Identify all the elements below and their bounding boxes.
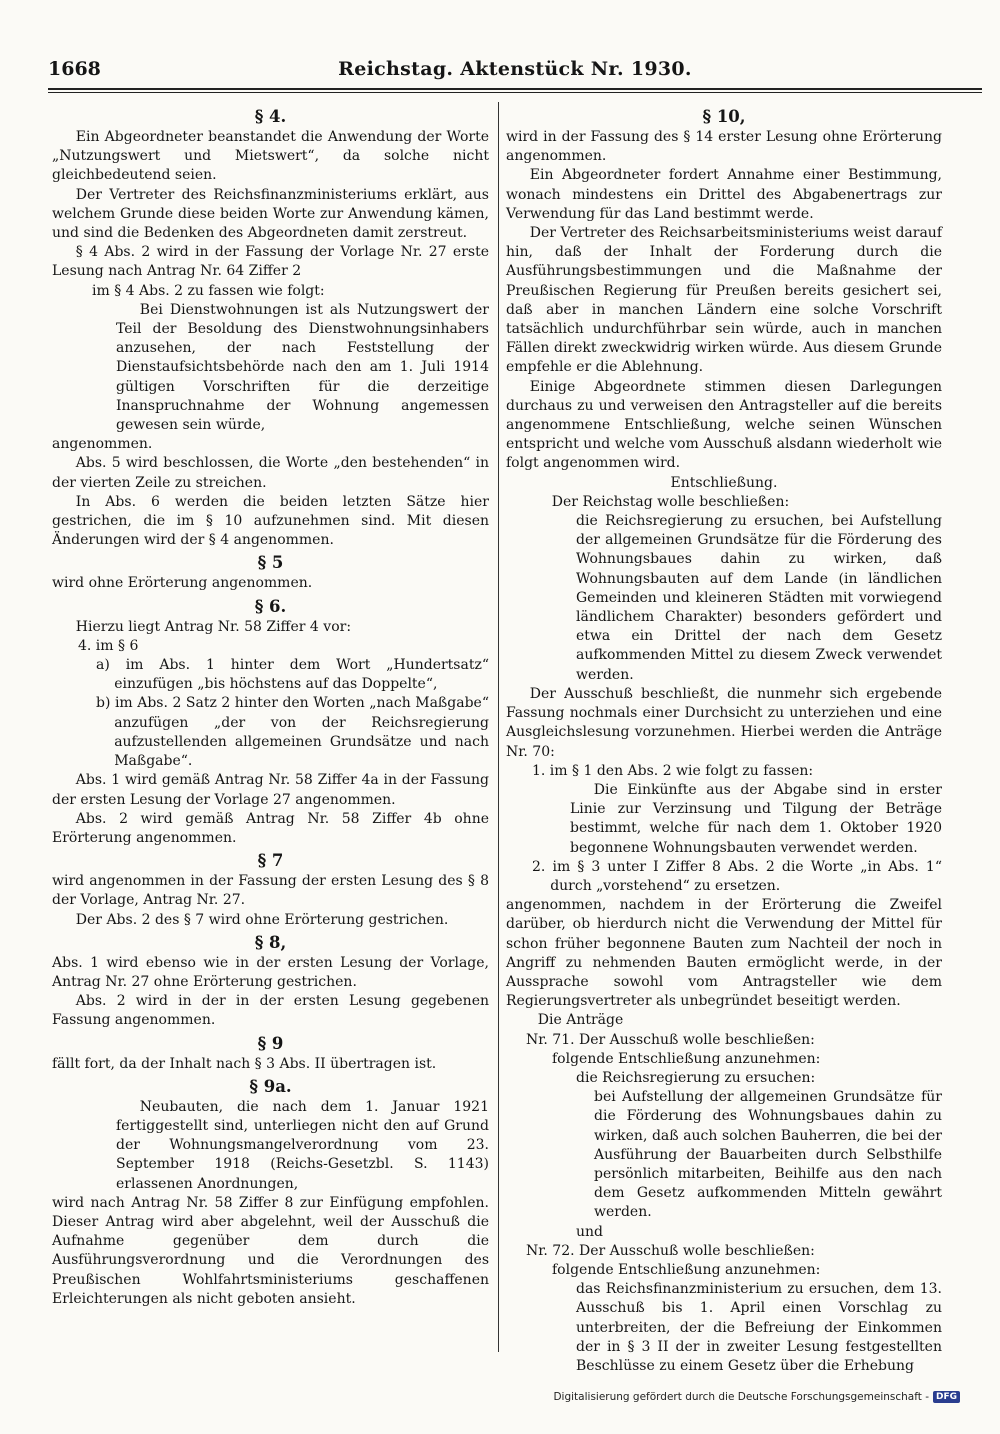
quoted-provision: Bei Dienstwohnungen ist als Nutzungswert der Teil der Besoldung des Dienstwohnungsinhabers anzusehen, der nach Feststellung der Dienstaufsichtsbehörde nach den am 1. Juli 1914 gültigen Vorschriften für die derzeitige Inanspruchnahme der Wohnung angemessen gewesen sein würde, xyxy=(116,301,489,434)
page-header xyxy=(48,58,982,88)
motion-71-line: folgende Entschließung anzunehmen: xyxy=(552,1050,821,1067)
paragraph: Der Vertreter des Reichsfinanzministeriums erklärt, aus welchem Grunde diese beiden Worte zur Anwendung kämen, und sind die Bedenken des Abgeordneten damit zerstreut. xyxy=(52,186,489,242)
paragraph: im § 4 Abs. 2 zu fassen wie folgt: xyxy=(92,282,325,299)
paragraph: Der Reichstag wolle beschließen: xyxy=(551,493,790,510)
section-heading-8: § 8, xyxy=(254,932,287,952)
motion-72-text: das Reichsfinanzministerium zu ersuchen, dem 13. Ausschuß bis 1. April einen Vorschlag zu unterbreiten, der die Befreiung der Einkommen der in § 3 II der in zweiter Lesung festgestellten Beschlüsse zu einem Gesetz über die Erhebung xyxy=(576,1281,942,1374)
header-rule-thick xyxy=(48,88,982,90)
paragraph: Der Vertreter des Reichsarbeitsministeriums weist darauf hin, daß der Inhalt der Forderung durch die Ausführungsbestimmungen und die Maßnahme der Preußischen Regierung für Preußen bereits gesichert sei, daß aber in manchen Ländern eine solche Vorschrift tatsächlich undurchführbar sein würde, auch in manchen Fällen direkt zweckwidrig wirken würde. Aus diesem Grunde empfehle er die Ablehnung. xyxy=(506,225,942,376)
conjunction: und xyxy=(576,1223,603,1240)
paragraph: wird ohne Erörterung angenommen. xyxy=(52,575,313,592)
dfg-logo: DFG xyxy=(933,1391,960,1403)
quoted-resolution: die Reichsregierung zu ersuchen, bei Aufstellung der allgemeinen Grundsätze für die Förderung des Wohnungsbaues dahin zu wirken, daß Wohnungsbauten auf dem Lande (in ländlichen Gemeinden und kleineren Städten mit vorwiegend ländlichem Charakter) besonders gefördert und etwa ein Drittel der nach dem Gesetz aufkommenden Mittel zu diesem Zweck verwendet werden. xyxy=(576,513,942,683)
column-separator xyxy=(498,102,499,1352)
motion-71-text: bei Aufstellung der allgemeinen Grundsätze für die Förderung des Wohnungsbaues dahin zu wirken, daß auch solchen Bauherren, die bei der Ausführung der Bauarbeiten durch Selbsthilfe persönlich mitarbeiten, Beihilfe aus den nach dem Gesetz aufkommenden Mitteln gewährt werden. xyxy=(594,1089,942,1221)
paragraph: § 4 Abs. 2 wird in der Fassung der Vorlage Nr. 27 erste Lesung nach Antrag Nr. 64 Ziffer 2 xyxy=(52,244,489,280)
section-heading-5: § 5 xyxy=(257,553,284,573)
paragraph: wird angenommen in der Fassung der ersten Lesung des § 8 der Vorlage, Antrag Nr. 27. xyxy=(52,873,489,909)
motion-72: Nr. 72. Der Ausschuß wolle beschließen: xyxy=(526,1242,815,1259)
right-column xyxy=(506,104,942,1376)
paragraph: angenommen, nachdem in der Erörterung die Zweifel darüber, ob hierdurch nicht die Verwendung der Mittel für schon früher begonnene Bauten zum Nachteil der noch in Angriff zu nehmenden Bauten ermöglicht werde, in der Aussprache sowohl vom Antragsteller wie dem Regierungsvertreter als unbegründet beseitigt werden. xyxy=(506,897,942,1010)
list-item-a: a) im Abs. 1 hinter dem Wort „Hundertsatz“ einzufügen „bis höchstens auf das Doppelte“, xyxy=(96,657,489,693)
paragraph: wird nach Antrag Nr. 58 Ziffer 8 zur Einfügung empfohlen. Dieser Antrag wird aber abgelehnt, weil der Ausschuß die Aufnahme gegenüber dem durch die Ausführungsverordnung und die Verordnungen des Preußischen Wohlfahrtsministeriums geschaffenen Erleichterungen als nicht geboten ansieht. xyxy=(52,1194,489,1307)
quoted-provision: Die Einkünfte aus der Abgabe sind in erster Linie zur Verzinsung und Tilgung der Beträge bestimmt, welche für nach dem 1. Oktober 1920 begonnene Wohnungsbauten verwendet werden. xyxy=(570,781,942,856)
resolution-heading: Entschließung. xyxy=(670,474,778,491)
credit-text: Digitalisierung gefördert durch die Deutsche Forschungsgemeinschaft - xyxy=(553,1391,929,1403)
paragraph: Abs. 1 wird ebenso wie in der ersten Lesung der Vorlage, Antrag Nr. 27 ohne Erörterung gestrichen. xyxy=(52,954,489,990)
motion-72-line: folgende Entschließung anzunehmen: xyxy=(552,1261,821,1278)
paragraph: Der Ausschuß beschließt, die nunmehr sich ergebende Fassung nochmals einer Durchsicht zu unterziehen und eine Ausgleichslesung vorzunehmen. Hierbei werden die Anträge Nr. 70: xyxy=(506,685,942,760)
paragraph: Ein Abgeordneter beanstandet die Anwendung der Worte „Nutzungswert und Mietswert“, da solche nicht gleichbedeutend seien. xyxy=(52,129,489,184)
page-number: 1668 xyxy=(48,58,101,80)
quoted-provision: Neubauten, die nach dem 1. Januar 1921 fertiggestellt sind, unterliegen nicht den auf Grund der Wohnungsmangelverordnung vom 23. September 1918 (Reichs-Gesetzbl. S. 1143) erlassenen Anordnungen, xyxy=(116,1098,489,1192)
section-heading-6: § 6. xyxy=(254,596,287,616)
paragraph: Abs. 2 wird gemäß Antrag Nr. 58 Ziffer 4b ohne Erörterung angenommen. xyxy=(52,810,489,846)
section-heading-10: § 10, xyxy=(702,107,746,126)
list-item: 4. im § 6 xyxy=(78,637,139,654)
section-heading-9: § 9 xyxy=(257,1033,284,1053)
motion-71-line: die Reichsregierung zu ersuchen: xyxy=(576,1069,816,1086)
paragraph: Hierzu liegt Antrag Nr. 58 Ziffer 4 vor: xyxy=(75,618,352,635)
section-heading-9a: § 9a. xyxy=(249,1076,292,1096)
digitization-credit xyxy=(553,1391,960,1403)
paragraph: angenommen. xyxy=(52,436,153,453)
motion-item-1: 1. im § 1 den Abs. 2 wie folgt zu fassen: xyxy=(532,762,814,779)
section-heading-4: § 4. xyxy=(254,107,287,126)
paragraph: Ein Abgeordneter fordert Annahme einer Bestimmung, wonach mindestens ein Drittel des Abgabenertrags zur Verwendung für das Land bestimmt werde. xyxy=(506,167,942,222)
header-rule-thin xyxy=(48,92,982,93)
paragraph: Die Anträge xyxy=(537,1012,624,1029)
paragraph: Abs. 2 wird in der in der ersten Lesung gegebenen Fassung angenommen. xyxy=(52,993,489,1029)
left-column xyxy=(52,104,489,1309)
motion-item-2: 2. im § 3 unter I Ziffer 8 Abs. 2 die Worte „in Abs. 1“ durch „vorstehend“ zu ersetzen. xyxy=(532,858,942,894)
list-item-b: b) im Abs. 2 Satz 2 hinter den Worten „nach Maßgabe“ anzufügen „der von der Reichsregierung aufzustellenden allgemeinen Grundsätze und nach Maßgabe“. xyxy=(96,695,489,770)
section-heading-7: § 7 xyxy=(257,851,284,871)
motion-71: Nr. 71. Der Ausschuß wolle beschließen: xyxy=(526,1031,815,1048)
paragraph: In Abs. 6 werden die beiden letzten Sätze hier gestrichen, die im § 10 aufzunehmen sind. Mit diesen Änderungen wird der § 4 angenommen. xyxy=(52,493,489,549)
paragraph: Der Abs. 2 des § 7 wird ohne Erörterung gestrichen. xyxy=(75,911,449,928)
paragraph: fällt fort, da der Inhalt nach § 3 Abs. II übertragen ist. xyxy=(52,1055,437,1072)
running-title: Reichstag. Aktenstück Nr. 1930. xyxy=(338,58,692,80)
paragraph: Abs. 5 wird beschlossen, die Worte „den bestehenden“ in der vierten Zeile zu streichen. xyxy=(52,455,489,491)
paragraph: Abs. 1 wird gemäß Antrag Nr. 58 Ziffer 4a in der Fassung der ersten Lesung der Vorlage 27 angenommen. xyxy=(52,772,489,808)
paragraph: Einige Abgeordnete stimmen diesen Darlegungen durchaus zu und verweisen den Antragsteller auf die bereits angenommene Entschließung, welche seinen Wünschen entspricht und welche vom Ausschuß alsdann wiederholt wie folgt angenommen wird. xyxy=(506,378,942,472)
paragraph: wird in der Fassung des § 14 erster Lesung ohne Erörterung angenommen. xyxy=(506,129,942,165)
